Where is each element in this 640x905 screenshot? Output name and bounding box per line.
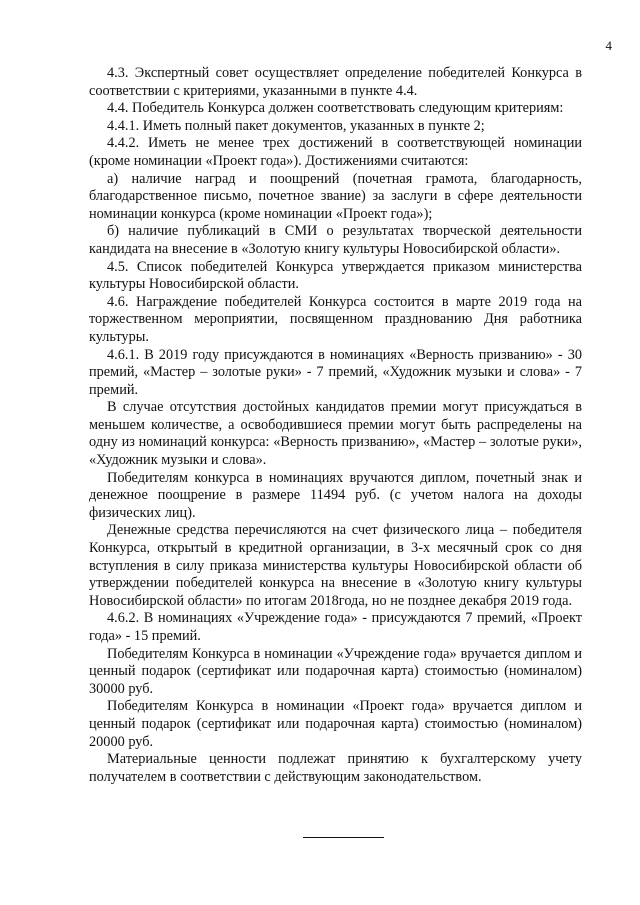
document-body [89,65,582,786]
paragraph-4-5: 4.5. Список победителей Конкурса утверждается приказом министерства культуры Новосибирской области. [89,258,582,293]
page-number: 4 [605,38,612,53]
end-of-document-rule [303,837,384,838]
paragraph-4-3: 4.3. Экспертный совет осуществляет определение победителей Конкурса в соответствии с критериями, указанными в пункте 4.4. [89,65,582,99]
paragraph-accounting: Материальные ценности подлежат принятию к бухгалтерскому учету получателем в соответствии с действующим законодательством. [89,751,582,785]
paragraph-4-4-1: 4.4.1. Иметь полный пакет документов, указанных в пункте 2; [107,117,485,134]
paragraph-absent-candidates: В случае отсутствия достойных кандидатов премии могут присуждаться в меньшем количестве, а освободившиеся премии могут быть распределены на одну из номинаций конкурса: «Верность призванию», «Мастер – золотые руки», «Художник музыки и слова». [89,399,582,469]
paragraph-4-6-1: 4.6.1. В 2019 году присуждаются в номинациях «Верность призванию» - 30 премий, «Мастер – золотые руки» - 7 премий, «Художник музыки и слова» - 7 премий. [89,346,582,398]
paragraph-4-6-2: 4.6.2. В номинациях «Учреждение года» - присуждаются 7 премий, «Проект года» - 15 премий. [89,610,582,644]
paragraph-project-award: Победителям Конкурса в номинации «Проект года» вручается диплом и ценный подарок (сертификат или подарочная карта) стоимостью (номиналом) 20000 руб. [89,698,582,750]
paragraph-winners-award: Победителям конкурса в номинациях вручаются диплом, почетный знак и денежное поощрение в размере 11494 руб. (с учетом налога на доходы физических лиц). [89,469,582,521]
paragraph-institution-award: Победителям Конкурса в номинации «Учреждение года» вручается диплом и ценный подарок (сертификат или подарочная карта) стоимостью (номиналом) 30000 руб. [89,645,582,697]
paragraph-4-4-2: 4.4.2. Иметь не менее трех достижений в соответствующей номинации (кроме номинации «Проект года»). Достижениями считаются: [89,135,582,169]
paragraph-4-6: 4.6. Награждение победителей Конкурса состоится в марте 2019 года на торжественном мероприятии, посвященном празднованию Дня работника культуры. [89,293,582,345]
paragraph-4-4: 4.4. Победитель Конкурса должен соответствовать следующим критериям: [107,100,564,117]
paragraph-criterion-b: б) наличие публикаций в СМИ о результатах творческой деятельности кандидата на внесение в «Золотую книгу культуры Новосибирской области». [89,223,582,257]
paragraph-criterion-a: а) наличие наград и поощрений (почетная грамота, благодарность, благодарственное письмо, почетное звание) за заслуги в сфере деятельности номинации конкурса (кроме номинации «Проект года»); [89,170,582,222]
paragraph-money-transfer: Денежные средства перечисляются на счет физического лица – победителя Конкурса, открытый в кредитной организации, в 3-х месячный срок со дня вступления в силу приказа министерства культуры Новосибирской области об утверждении победителей конкурса на внесение в «Золотую книгу культуры Новосибирской области» по итогам 2018года, но не позднее декабря 2019 года. [89,522,582,609]
